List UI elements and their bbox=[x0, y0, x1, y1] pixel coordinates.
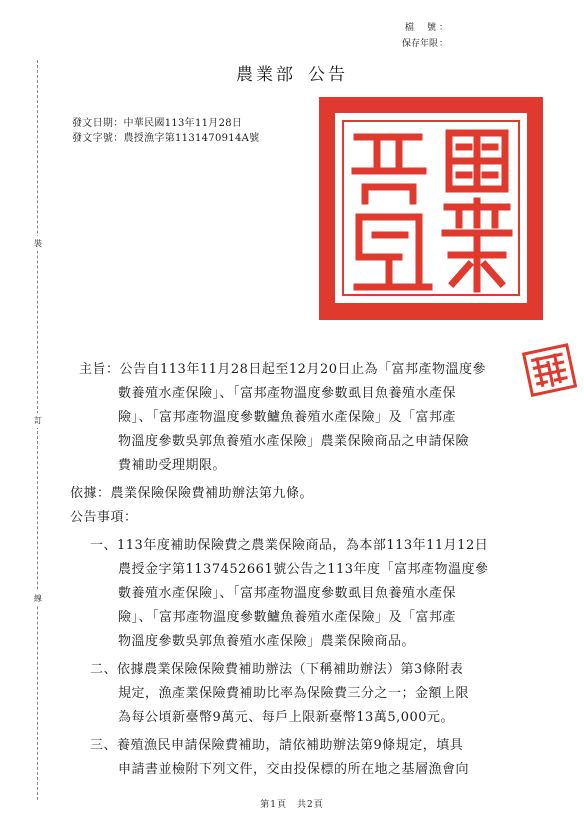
basis-paragraph: 依據：農業保險保險費補助辦法第九條。 bbox=[70, 486, 314, 501]
item2-line-3: 為每公頃新臺幣9萬元、每戶上限新臺幣13萬5,000元。 bbox=[118, 710, 455, 725]
agency-name: 農業部 bbox=[236, 65, 296, 85]
items-heading: 公告事項： bbox=[70, 510, 138, 525]
binding-char-1: 裝 bbox=[34, 236, 42, 251]
item1-line-3: 數養殖水產保險」、「富邦產物溫度參數虱目魚養殖水產保 bbox=[118, 586, 457, 601]
item2-line-1: 二、依據農業保險保險費補助辦法（下稱補助辦法）第3條附表 bbox=[90, 662, 464, 677]
official-seal bbox=[319, 97, 543, 320]
issue-number: 發文字號：農授漁字第1131470914A號 bbox=[72, 133, 260, 144]
page-title bbox=[0, 60, 584, 85]
item2-line-2: 規定，漁產業保險費補助比率為保險費三分之一；金額上限 bbox=[118, 686, 470, 701]
binding-char-2: 訂 bbox=[34, 413, 42, 428]
file-number-label: 檔 號 bbox=[404, 23, 438, 33]
binding-line bbox=[37, 60, 38, 800]
archive-info: 檔 號 ： 保存年限 ： bbox=[400, 20, 448, 52]
subject-line-2: 數養殖水產保險」、「富邦產物溫度參數虱目魚養殖水產保 bbox=[118, 386, 457, 401]
binding-char-3: 線 bbox=[34, 591, 42, 606]
item3-line-2: 申請書並檢附下列文件，交由投保標的所在地之基層漁會向 bbox=[118, 762, 470, 777]
page-number: 第1頁 共2頁 bbox=[260, 800, 324, 810]
subject-line-5: 費補助受理期限。 bbox=[118, 458, 227, 473]
small-seal bbox=[521, 343, 578, 402]
item1-line-2: 農授金字第1137452661號公告之113年度「富邦產物溫度參 bbox=[118, 562, 489, 577]
subject-line-3: 險」、「富邦產物溫度參數鱸魚養殖水產保險」及「富邦產 bbox=[118, 410, 457, 425]
item1-line-5: 物溫度參數吳郭魚養殖水產保險」農業保險商品。 bbox=[118, 634, 416, 649]
item1-line-1: 一、113年度補助保險費之農業保險商品，為本部113年11月12日 bbox=[90, 538, 489, 553]
item1-line-4: 險」、「富邦產物溫度參數鱸魚養殖水產保險」及「富邦產 bbox=[118, 610, 457, 625]
seal-graphic bbox=[319, 97, 543, 320]
item3-line-1: 三、養殖漁民申請保險費補助，請依補助辦法第9條規定，填具 bbox=[90, 738, 464, 753]
document-type: 公告 bbox=[308, 65, 348, 85]
retention-label: 保存年限 bbox=[401, 39, 438, 49]
subject-line-4: 物溫度參數吳郭魚養殖水產保險」農業保險商品之申請保險 bbox=[118, 434, 470, 449]
issue-date: 發文日期：中華民國113年11月28日 bbox=[72, 118, 243, 129]
small-seal-graphic bbox=[521, 343, 578, 398]
subject-line-1: 主旨：公告自113年11月28日起至12月20日止為「富邦產物溫度參 bbox=[79, 362, 486, 377]
